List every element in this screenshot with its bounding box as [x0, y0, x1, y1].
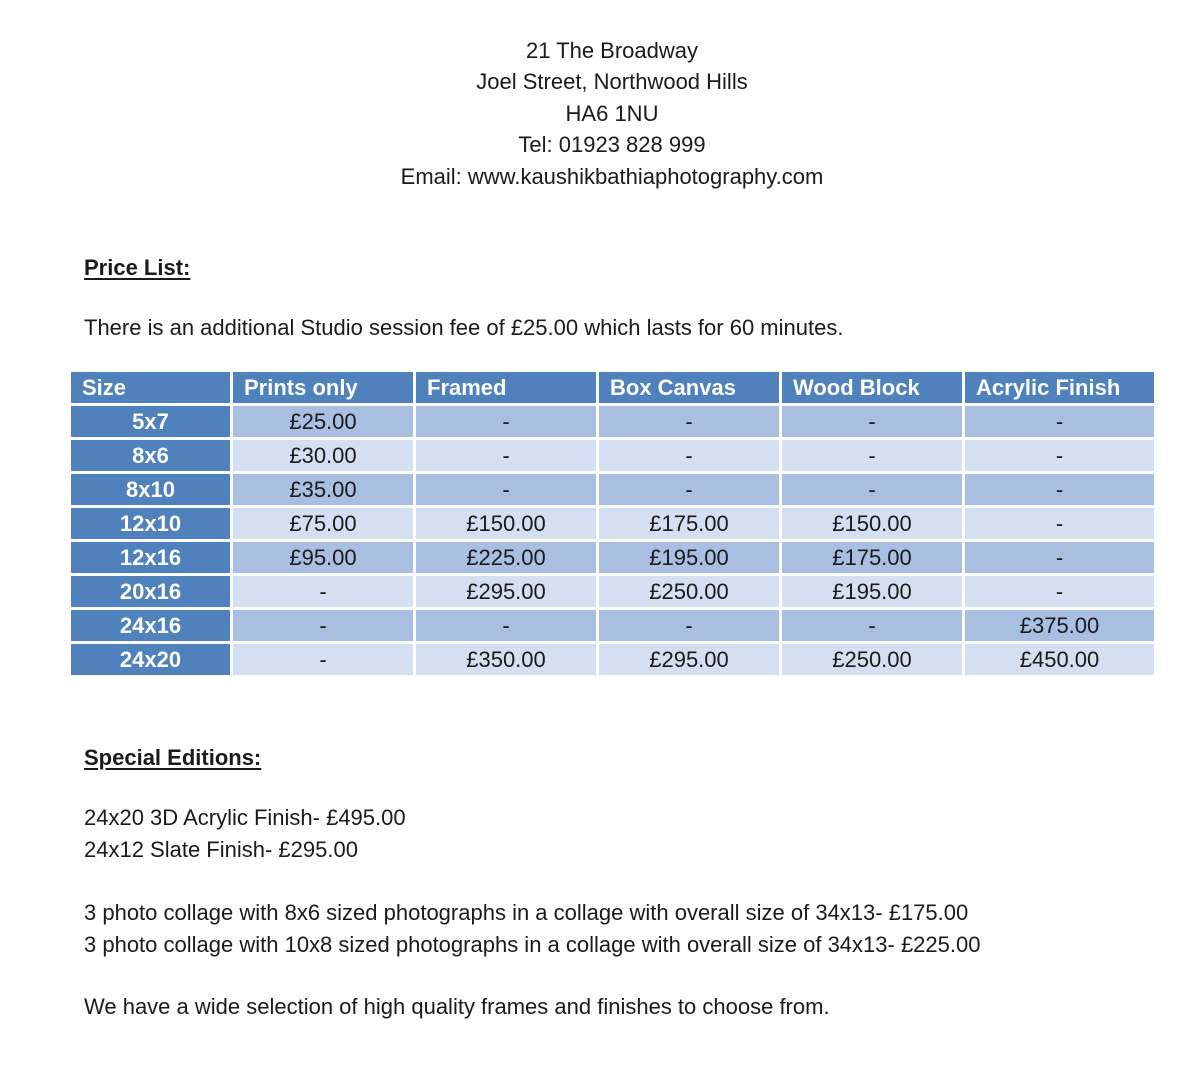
size-cell: 5x7	[71, 406, 233, 440]
size-cell: 24x16	[71, 610, 233, 644]
price-cell: £295.00	[599, 644, 782, 678]
list-item: 3 photo collage with 10x8 sized photographs in a collage with overall size of 34x13- £225.00	[84, 931, 981, 957]
price-cell: -	[233, 644, 416, 678]
price-cell: -	[599, 406, 782, 440]
table-row	[71, 440, 1154, 474]
price-cell: £30.00	[233, 440, 416, 474]
session-fee-note: There is an additional Studio session fee of £25.00 which lasts for 60 minutes.	[84, 315, 844, 340]
table-row	[71, 542, 1154, 576]
address-line-1: 21 The Broadway	[525, 38, 699, 63]
price-cell: £350.00	[416, 644, 599, 678]
price-cell: -	[599, 440, 782, 474]
price-cell: -	[782, 406, 965, 440]
size-cell: 24x20	[71, 644, 233, 678]
price-cell: £195.00	[599, 542, 782, 576]
price-cell: -	[965, 542, 1154, 576]
price-cell: -	[233, 576, 416, 610]
price-table	[71, 372, 1154, 678]
address-tel: Tel: 01923 828 999	[518, 132, 706, 158]
table-row	[71, 406, 1154, 440]
list-item: 24x20 3D Acrylic Finish- £495.00	[84, 805, 406, 830]
special-editions-heading: Special Editions:	[84, 745, 262, 770]
list-item: 3 photo collage with 8x6 sized photographs in a collage with overall size of 34x13- £175.00	[84, 900, 969, 925]
column-header-wood-block: Wood Block	[782, 372, 965, 406]
price-cell: -	[599, 474, 782, 508]
price-cell: -	[782, 440, 965, 474]
collage-list	[84, 897, 980, 960]
price-cell: £250.00	[782, 644, 965, 678]
price-cell: -	[416, 474, 599, 508]
price-cell: £150.00	[416, 508, 599, 542]
size-cell: 20x16	[71, 576, 233, 610]
address-email: Email: www.kaushikbathiaphotography.com	[400, 163, 824, 189]
closing-note: We have a wide selection of high quality frames and finishes to choose from.	[84, 994, 830, 1019]
list-item: 24x12 Slate Finish- £295.00	[84, 836, 358, 862]
price-cell: -	[416, 610, 599, 644]
price-cell: -	[965, 474, 1154, 508]
price-cell: £175.00	[782, 542, 965, 576]
table-row	[71, 474, 1154, 508]
price-cell: £75.00	[233, 508, 416, 542]
address-postcode: HA6 1NU	[565, 100, 659, 126]
price-cell: £450.00	[965, 644, 1154, 678]
price-cell: -	[233, 610, 416, 644]
column-header-acrylic-finish: Acrylic Finish	[965, 372, 1154, 406]
size-cell: 12x16	[71, 542, 233, 576]
address-block	[0, 35, 1200, 192]
table-row	[71, 576, 1154, 610]
price-cell: £35.00	[233, 474, 416, 508]
price-cell: -	[416, 440, 599, 474]
size-cell: 8x6	[71, 440, 233, 474]
column-header-box-canvas: Box Canvas	[599, 372, 782, 406]
price-cell: £225.00	[416, 542, 599, 576]
price-cell: £95.00	[233, 542, 416, 576]
table-header-row	[71, 372, 1154, 406]
table-row	[71, 508, 1154, 542]
price-cell: -	[782, 610, 965, 644]
price-cell: £195.00	[782, 576, 965, 610]
price-cell: -	[782, 474, 965, 508]
price-cell: -	[599, 610, 782, 644]
price-cell: -	[965, 576, 1154, 610]
size-cell: 8x10	[71, 474, 233, 508]
price-cell: £175.00	[599, 508, 782, 542]
price-cell: -	[416, 406, 599, 440]
price-cell: £375.00	[965, 610, 1154, 644]
size-cell: 12x10	[71, 508, 233, 542]
price-cell: -	[965, 508, 1154, 542]
price-cell: £25.00	[233, 406, 416, 440]
price-cell: £250.00	[599, 576, 782, 610]
price-cell: -	[965, 440, 1154, 474]
column-header-size: Size	[71, 372, 233, 406]
price-list-heading: Price List:	[84, 255, 191, 280]
price-cell: £150.00	[782, 508, 965, 542]
table-row	[71, 644, 1154, 678]
price-cell: £295.00	[416, 576, 599, 610]
address-line-2: Joel Street, Northwood Hills	[476, 69, 748, 95]
column-header-framed: Framed	[416, 372, 599, 406]
table-row	[71, 610, 1154, 644]
price-cell: -	[965, 406, 1154, 440]
special-editions-list	[84, 802, 406, 865]
column-header-prints-only: Prints only	[233, 372, 416, 406]
